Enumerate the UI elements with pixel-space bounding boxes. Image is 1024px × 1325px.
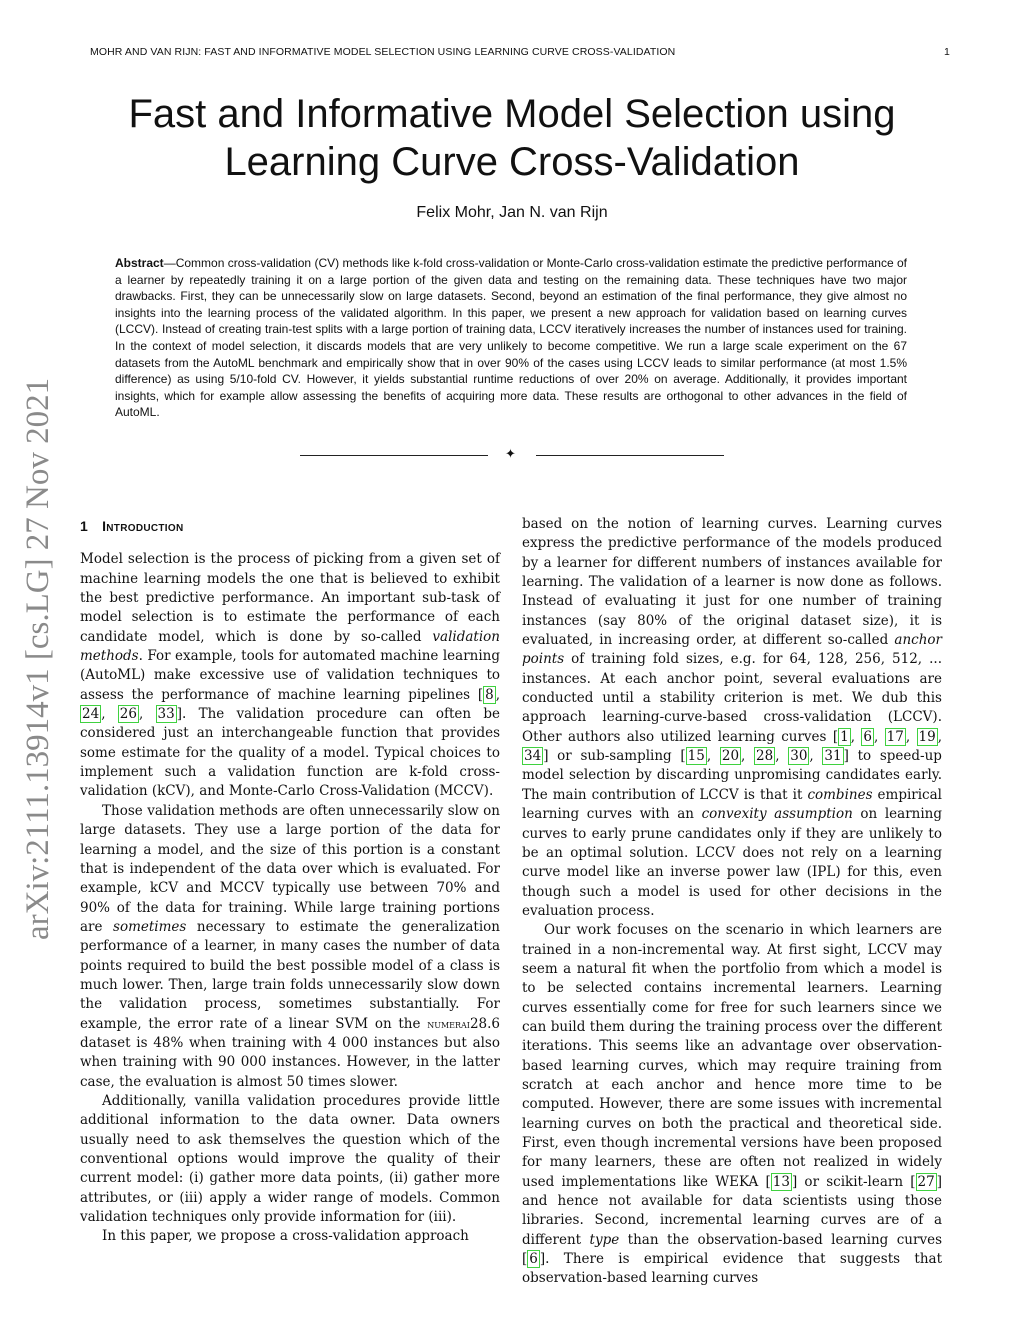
citation-link[interactable]: 6	[529, 1251, 538, 1268]
paragraph: Those validation methods are often unnecessarily slow on large datasets. They use a large portion of the data for learning a model, and the size of this portion is a constant that is independent of the data over which is evaluated. For example, kCV and MCCV typically use between 70% and 90% of the data for training. While large training portions are sometimes necessary to estimate the generalization performance of a learner, in many cases the number of data points required to build the best possible model of a class is much lower. Then, large train folds unnecessarily slow down the validation process, sometimes substantially. For example, the error rate of a linear SVM on the numerai28.6 dataset is 48% when training with 4 000 instances but also when training with 90 000 instances. However, in the latter case, the evaluation is almost 50 times slower.	[80, 802, 500, 1090]
section-number: 1	[80, 518, 89, 534]
arxiv-stamp: arXiv:2111.13914v1 [cs.LG] 27 Nov 2021	[20, 377, 56, 940]
citation-link[interactable]: 24	[82, 706, 100, 723]
section-separator	[300, 448, 724, 462]
citation-link[interactable]: 33	[157, 706, 175, 723]
running-header-text: MOHR AND VAN RIJN: FAST AND INFORMATIVE MODEL SELECTION USING LEARNING CURVE CROSS-VALIDATION	[90, 46, 676, 58]
paragraph: based on the notion of learning curves. Learning curves express the predictive performance of the models produced by a learner for different numbers of instances available for learning. The validation of a learner is now done as follows. Instead of evaluating it just for one number of training instances (say 80% of the original dataset size), it is evaluated, in increasing order, at different so-called anchor points of training fold sizes, e.g. for 64, 128, 256, 512, ... instances. At each anchor point, several evaluations are conducted until a stability criterion is met. We dub this approach learning-curve-based cross-validation (LCCV). Other authors also utilized learning curves [ 1 , 6 , 17 , 19 , 34 ] or sub-sampling [ 15 , 20 , 28 , 30 , 31 ] to speed-up model selection by discarding unpromising candidates early. The main contribution of LCCV is that it combines empirical learning curves with an convexity assumption on learning curves to early prune candidates only if they are unlikely to be an optimal solution. LCCV does not rely on a learning curve model like an inverse power law (IPL) for this, even though such a model is used for other decisions in the evaluation process.	[522, 516, 943, 919]
citation-link[interactable]: 28	[756, 748, 774, 765]
separator-line-right	[536, 455, 724, 456]
abstract-label: Abstract	[115, 256, 164, 270]
paragraph: In this paper, we propose a cross-validation approach	[102, 1228, 469, 1245]
title-line-1: Fast and Informative Model Selection using	[128, 92, 896, 136]
paragraph: Model selection is the process of picking from a given set of machine learning models the one that is believed to exhibit the best predictive performance. An important sub-task of model selection is to estimate the performance of each candidate model, which is done by so-called validation methods. For example, tools for automated machine learning (AutoML) make excessive use of validation techniques to assess the performance of machine learning pipelines [ 8 , 24 , 26 , 33 ]. The validation procedure can often be considered just an interchangeable function that provides some estimate for the quality of a model. Typical choices to implement such a validation function are k-fold cross-validation (kCV), and Monte-Carlo Cross-Validation (MCCV).	[80, 551, 500, 800]
citation-link[interactable]: 26	[119, 706, 137, 723]
citation-link[interactable]: 1	[840, 728, 849, 745]
citation-link[interactable]: 13	[772, 1173, 790, 1190]
citation-link[interactable]: 8	[485, 686, 494, 703]
running-header	[90, 46, 950, 58]
right-column	[522, 515, 942, 1289]
separator-line-left	[300, 455, 488, 456]
abstract	[115, 255, 907, 421]
section-heading	[80, 517, 500, 536]
citation-link[interactable]: 6	[863, 728, 872, 745]
section-title: Introduction	[102, 518, 184, 534]
citation-link[interactable]: 20	[721, 748, 740, 765]
abstract-text: —Common cross-validation (CV) methods like k-fold cross-validation or Monte-Carlo cross-validation estimate the predictive performance of a learner by repeatedly training it on a large portion of the given data and testing on the remaining data. These techniques have two major drawbacks. First, they can be unnecessarily slow on large datasets. Second, beyond an estimation of the final performance, they give almost no insights into the learning process of the validated algorithm. In this paper, we present a new approach for validation based on learning curves (LCCV). Instead of creating train-test splits with a large portion of training data, LCCV iteratively increases the number of instances used for training. In the context of model selection, it discards models that are very unlikely to become competitive. We run a large scale experiment on the 67 datasets from the AutoML benchmark and empirically show that in over 90% of the cases using LCCV leads to similar performance (at most 1.5% difference) as using 5/10-fold CV. However, it yields substantial runtime reductions of over 20% on average. Additionally, it provides important insights, which for example allow assessing the benefits of acquiring more data. These results are orthogonal to other advances in the field of AutoML.	[115, 256, 907, 420]
citation-link[interactable]: 27	[917, 1173, 935, 1190]
citation-link[interactable]: 30	[790, 748, 808, 765]
citation-link[interactable]: 19	[918, 728, 936, 745]
title-line-2: Learning Curve Cross-Validation	[224, 140, 800, 184]
paper-title	[80, 90, 944, 186]
citation-link[interactable]: 15	[687, 748, 705, 765]
left-column	[80, 517, 500, 1247]
page-number: 1	[944, 46, 950, 58]
authors: Felix Mohr, Jan N. van Rijn	[416, 204, 608, 221]
citation-link[interactable]: 17	[886, 728, 904, 745]
separator-diamond-icon: ✦	[505, 447, 516, 462]
citation-link[interactable]: 34	[524, 748, 542, 765]
citation-link[interactable]: 31	[824, 748, 842, 765]
paragraph: Additionally, vanilla validation procedures provide little additional information to the data owner. Data owners usually need to ask themselves the question which of the conventional options would improve the quality of their current model: (i) gather more data points, (ii) gather more attributes, or (iii) apply a wider range of models. Common validation techniques only provide information for (iii).	[80, 1092, 500, 1226]
paragraph: Our work focuses on the scenario in which learners are trained in a non-incremental way. At first sight, LCCV may seem a natural fit when the portfolio from which a model is to be selected contains incremental learners. Learning curves essentially come for free for such learners since we can build them during the training process over the different iterations. This seems like an advantage over observation-based learning curves, which may require training from scratch at each anchor and hence more time to be computed. However, there are some issues with incremental learning curves on both the practical and theoretical side. First, even though incremental versions have been proposed for many learners, these are often not realized in widely used implementations like WEKA [ 13 ] or scikit-learn [ 27 ] and hence not available for data scientists using those libraries. Second, incremental learning curves are of a different type than the observation-based learning curves [ 6 ]. There is empirical evidence that suggests that observation-based learning curves	[522, 922, 942, 1287]
